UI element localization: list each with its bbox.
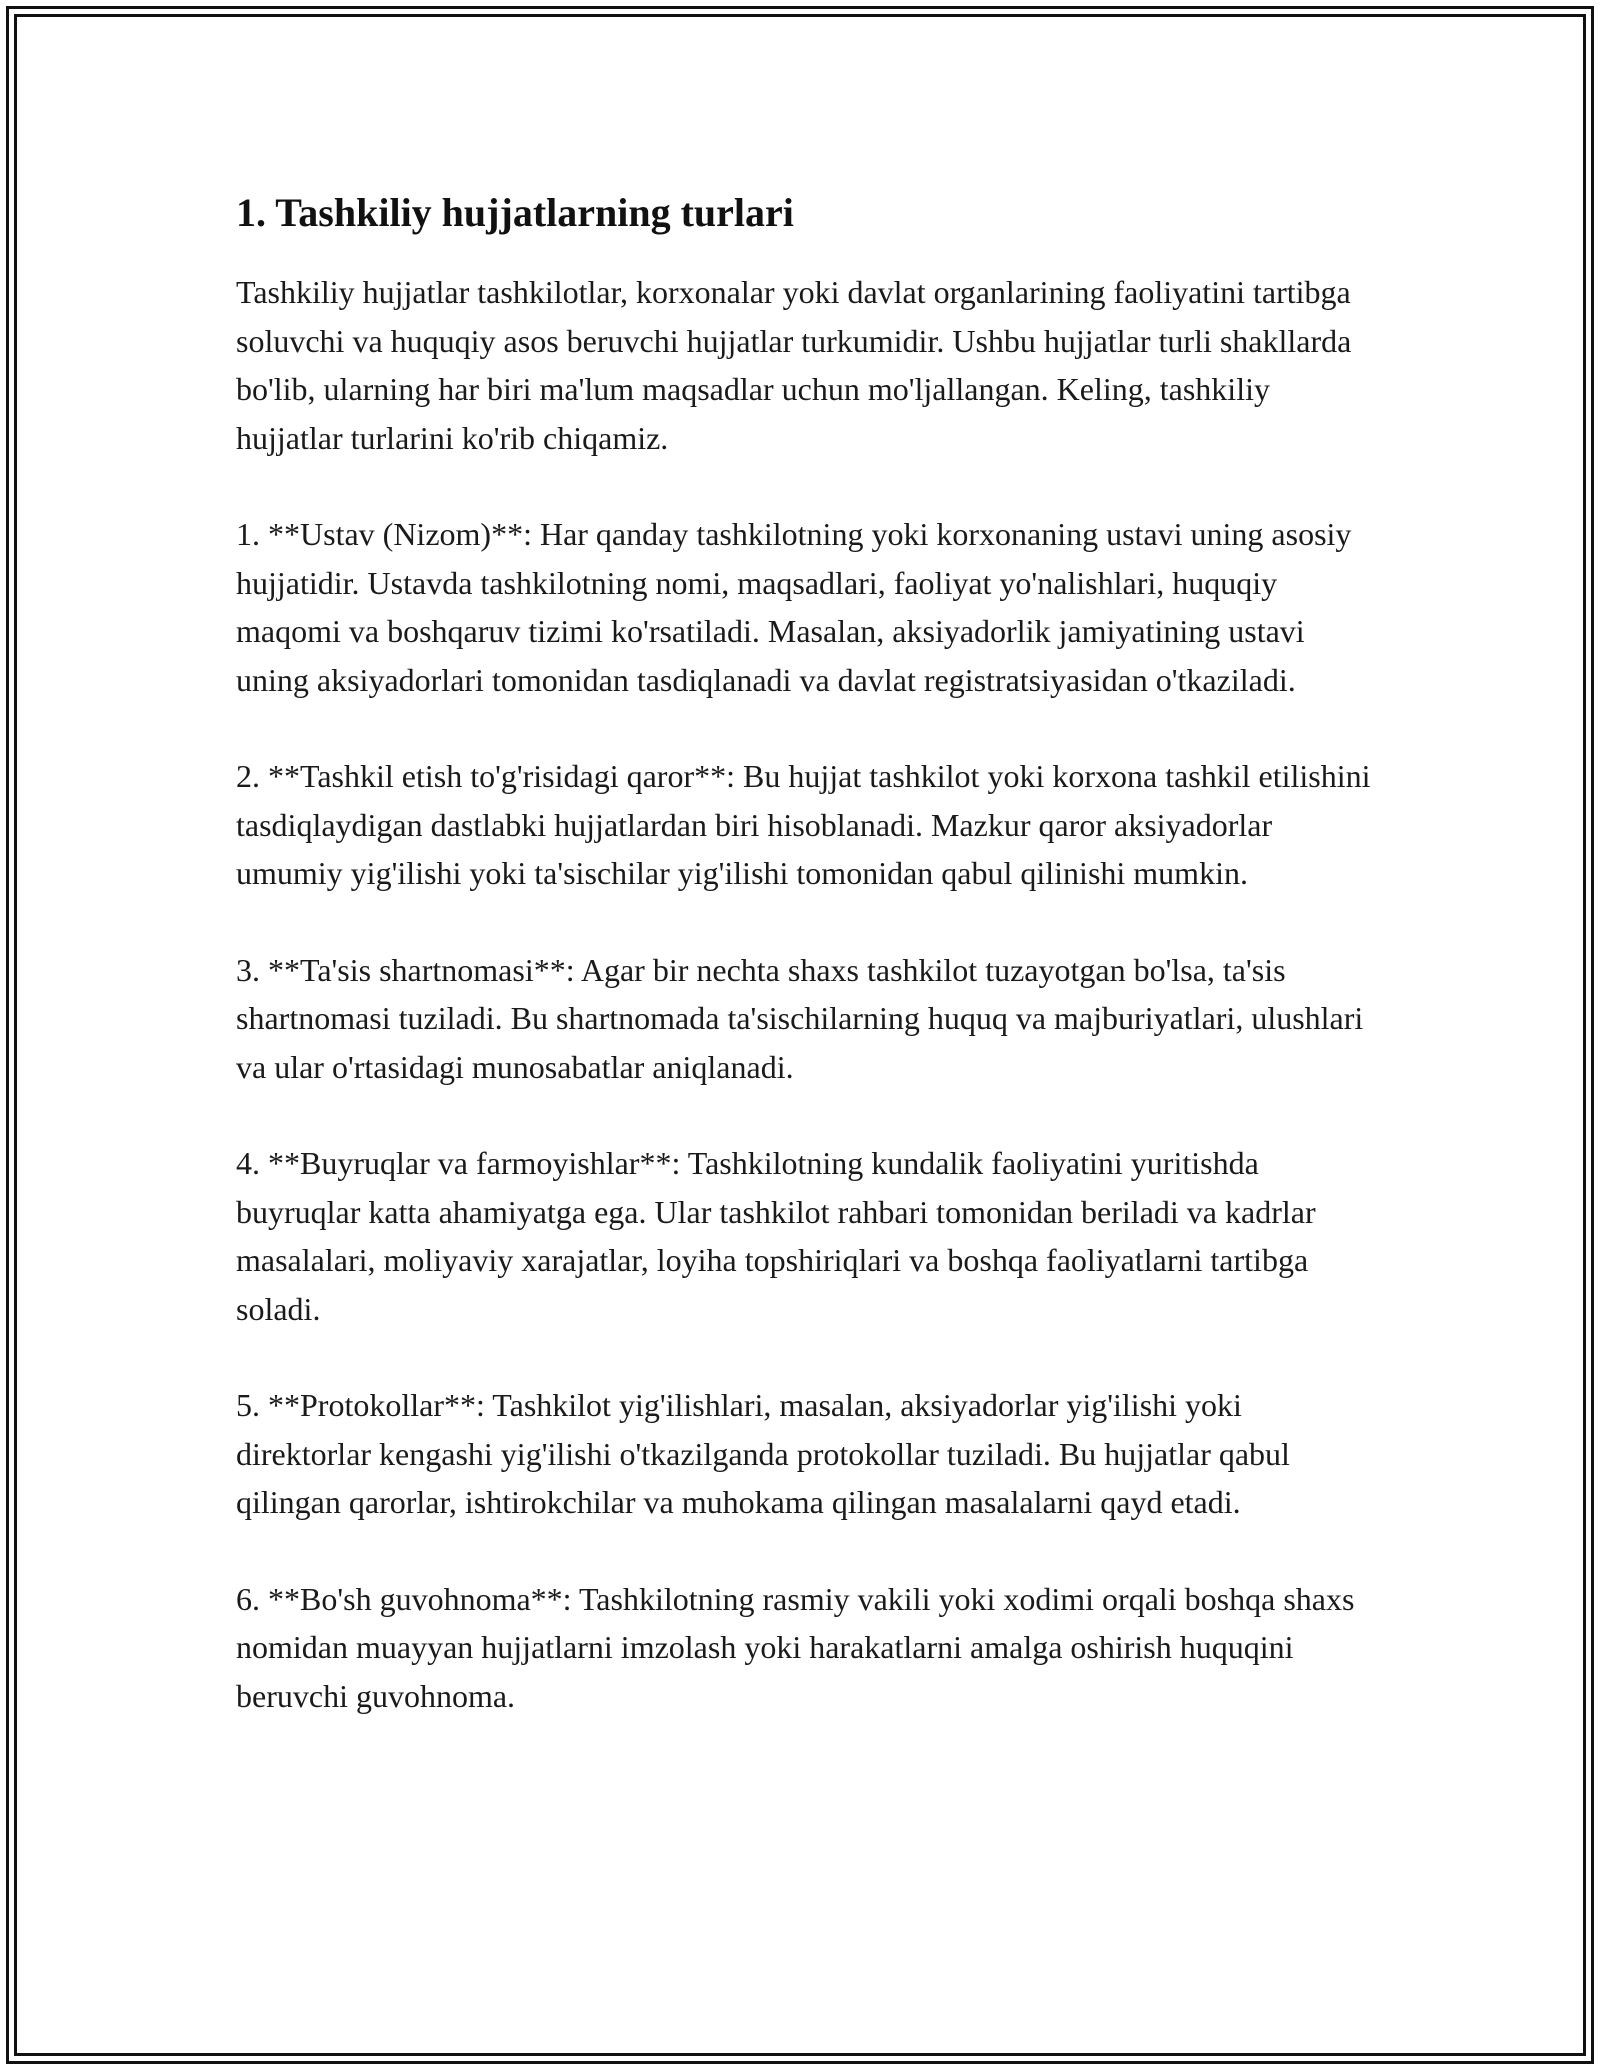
item-tashkil-etish-paragraph: 2. **Tashkil etish to'g'risidagi qaror**: Bu hujjat tashkilot yoki korxona tashkil etilishini tasdiqlaydigan dastlabki hujjatlardan biri hisoblanadi. Mazkur qaror aksiyadorlar umumiy yig'ilishi yoki ta'sischilar yig'ilishi tomonidan qabul qilinishi mumkin. (236, 758, 1371, 891)
document-body (236, 188, 1376, 1768)
item-protokollar-paragraph: 5. **Protokollar**: Tashkilot yig'ilishlari, masalan, aksiyadorlar yig'ilishi yoki direktorlar kengashi yig'ilishi o'tkazilganda protokollar tuziladi. Bu hujjatlar qabul qilingan qarorlar, ishtirokchilar va muhokama qilingan masalalarni qayd etadi. (236, 1387, 1290, 1520)
item-bosh-guvohnoma-paragraph: 6. **Bo'sh guvohnoma**: Tashkilotning rasmiy vakili yoki xodimi orqali boshqa shaxs nomidan muayyan hujjatlarni imzolash yoki harakatlarni amalga oshirish huquqini beruvchi guvohnoma. (236, 1580, 1355, 1714)
intro-paragraph: Tashkiliy hujjatlar tashkilotlar, korxonalar yoki davlat organlarining faoliyatini tartibga soluvchi va huquqiy asos beruvchi hujjatlar turkumidir. Ushbu hujjatlar turli shakllarda bo'lib, ularning har biri ma'lum maqsadlar uchun mo'ljallangan. Keling, tashkiliy hujjatlar turlarini ko'rib chiqamiz. (236, 274, 1352, 456)
item-ustav-paragraph: 1. **Ustav (Nizom)**: Har qanday tashkilotning yoki korxonaning ustavi uning asosiy hujjatidir. Ustavda tashkilotning nomi, maqsadlari, faoliyat yo'nalishlari, huquqiy maqomi va boshqaruv tizimi ko'rsatiladi. Masalan, aksiyadorlik jamiyatining ustavi uning aksiyadorlari tomonidan tasdiqlanadi va davlat registratsiyasidan o'tkaziladi. (236, 516, 1352, 698)
item-tasis-shartnomasi-paragraph: 3. **Ta'sis shartnomasi**: Agar bir nechta shaxs tashkilot tuzayotgan bo'lsa, ta'sis shartnomasi tuziladi. Bu shartnomada ta'sischilarning huquq va majburiyatlari, ulushlari va ular o'rtasidagi munosabatlar aniqlanadi. (236, 951, 1364, 1085)
item-buyruqlar-paragraph: 4. **Buyruqlar va farmoyishlar**: Tashkilotning kundalik faoliyatini yuritishda buyruqlar katta ahamiyatga ega. Ular tashkilot rahbari tomonidan beriladi va kadrlar masalalari, moliyaviy xarajatlar, loyiha topshiriqlari va boshqa faoliyatlarni tartibga soladi. (236, 1145, 1316, 1327)
document-title: 1. Tashkiliy hujjatlarning turlari (236, 190, 794, 235)
